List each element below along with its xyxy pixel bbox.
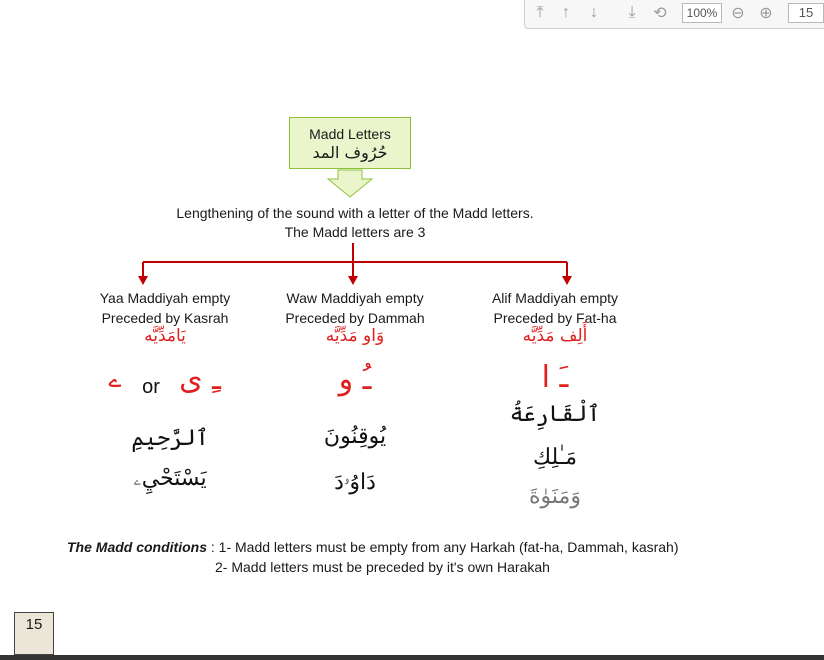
arrow-heads — [138, 276, 572, 285]
yaa-arabic-name: يَامَدِّيَّه — [144, 326, 186, 346]
zoom-level-input[interactable]: 100% — [682, 3, 722, 23]
bottom-bar — [0, 655, 824, 660]
page-number-box: 15 — [14, 612, 54, 655]
branch-arrows — [143, 243, 567, 280]
condition-1-text: : 1- Madd letters must be empty from any Harkah (fat-ha, Dammah, kasrah) — [207, 539, 679, 555]
definition-line-2: The Madd letters are 3 — [284, 224, 426, 240]
waw-subheading: Preceded by Dammah — [285, 310, 425, 326]
first-page-icon[interactable]: ⤒ — [536, 4, 544, 21]
yaa-example-1: ٱلرَّحِيمِ — [131, 426, 209, 451]
alif-letter: ـَ ا — [541, 360, 569, 395]
yaa-alt-letter: ے — [108, 368, 122, 393]
next-page-icon[interactable]: ↓ — [590, 4, 598, 21]
box-title-english: Madd Letters — [309, 126, 391, 142]
madd-letters-box — [289, 117, 411, 169]
alif-arabic-name: أَلِف مَدِّيَّه — [522, 326, 588, 346]
waw-heading: Waw Maddiyah empty — [286, 290, 424, 306]
waw-arabic-name: وَاو مَدِّيَّه — [325, 326, 385, 346]
or-text: or — [142, 376, 160, 398]
down-arrow-shape — [328, 170, 372, 197]
yaa-heading: Yaa Maddiyah empty — [99, 290, 231, 306]
page-number-input[interactable]: 15 — [788, 3, 824, 23]
zoom-in-icon[interactable]: ⊕ — [759, 5, 773, 22]
conditions-line-1 — [67, 539, 679, 555]
waw-example-1: يُوقِنُونَ — [323, 424, 387, 449]
alif-example-1: ٱلْقَارِعَةُ — [509, 402, 601, 427]
alif-subheading: Preceded by Fat-ha — [493, 310, 617, 326]
conditions-label: The Madd conditions — [67, 539, 207, 555]
alif-example-3: وَمَنَوٰةَ — [529, 484, 581, 509]
yaa-subheading: Preceded by Kasrah — [101, 310, 229, 326]
waw-example-2: دَاوُۥدَ — [334, 470, 376, 495]
waw-letter: ـُ و — [338, 362, 372, 397]
zoom-out-icon[interactable]: ⊖ — [731, 5, 745, 22]
condition-2-text: 2- Madd letters must be preceded by it's own Harakah — [215, 559, 550, 575]
yaa-letter: ـِ ى — [179, 362, 221, 397]
alif-heading: Alif Maddiyah empty — [491, 290, 619, 306]
rotate-icon[interactable]: ⟲ — [653, 5, 667, 22]
definition-line-1: Lengthening of the sound with a letter of the Madd letters. — [176, 205, 534, 221]
box-title-arabic: حُرُوف المد — [312, 143, 388, 162]
yaa-example-2: يَسْتَحْيِۦ — [133, 466, 207, 491]
alif-example-2: مَـٰلِكِ — [532, 445, 578, 470]
last-page-icon[interactable]: ⤓ — [628, 4, 636, 21]
previous-page-icon[interactable]: ↑ — [562, 4, 570, 21]
